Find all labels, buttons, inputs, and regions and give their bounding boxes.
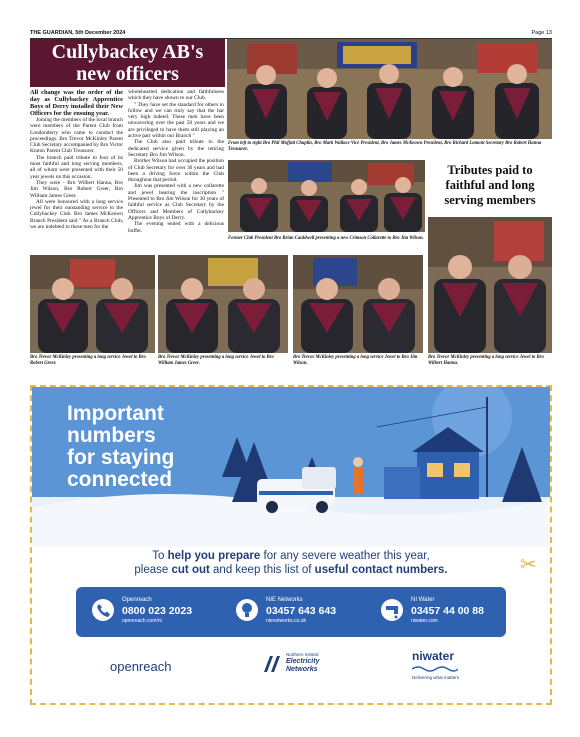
advert-text: for any severe weather this year, xyxy=(260,550,430,562)
headline-line-2: new officers xyxy=(76,63,179,85)
advert-text-bold: help you prepare xyxy=(167,550,261,562)
advert-text: please xyxy=(134,564,172,576)
article-paragraph: The evening ended with a delicious buffet. xyxy=(128,221,224,234)
page-number: Page 13 xyxy=(531,30,552,36)
contact-url: openreach.com/ni xyxy=(122,618,162,624)
article-paragraph: They were - Bro Wilbert Hanna, Bro Jim Wilson, Bro Robert Greer, Bro William James Greer. xyxy=(30,179,123,199)
tap-icon xyxy=(381,599,403,621)
water-wave-icon xyxy=(412,665,458,673)
advert-title-line: connected xyxy=(67,468,173,491)
advert-title-line: for staying xyxy=(67,446,175,469)
advert-title-line: Important xyxy=(67,402,164,425)
publication-date: THE GUARDIAN, 5th December 2024 xyxy=(30,30,126,36)
caption-collarette: Former Club President Bro Brian Cauldwell presenting a new Crimson Collarette to Bro Jim Wilson. xyxy=(228,236,424,241)
scissors-icon: ✂ xyxy=(520,552,537,576)
caption-officers: From left to right Bro Phil Moffatt Chaplin, Bro Mark Wallace Vice President, Bro James McKeown President, Bro Richard Lamont Secretary Bro Robert Hanna Treasurer. xyxy=(228,141,542,152)
advert-text-bold: cut out xyxy=(171,564,210,576)
article-paragraph: The Club also paid tribute to the dedicated service given by the retiring Secretary Bro Jim Wilson. xyxy=(128,139,224,158)
caption-robert-greer: Bro Trevor McKinley presenting a long service Jewel to Bro Robert Greer. xyxy=(30,355,146,366)
advert-text-line-1 xyxy=(32,550,550,562)
article-column-1 xyxy=(30,89,123,249)
article-paragraph: All were honoured with a long service jewel for their outstanding service to the Cullybackey Club. Bro James McKeown Branch President said " As a Branch Club, we are indebted to these men for the xyxy=(30,198,123,231)
article-paragraph: The branch paid tribute to four of its most faithful and long serving members, all of whom were presented with their 50 year jewels on this occasion. xyxy=(30,154,123,180)
jewel-photo-william-greer xyxy=(158,255,288,353)
advert-text-line-2 xyxy=(32,564,550,576)
advert-text-bold: useful contact numbers. xyxy=(314,564,448,576)
winter-scene-illustration xyxy=(32,387,550,547)
contact-url: nienetworks.co.uk xyxy=(266,618,307,624)
nie-logo-line: Electricity xyxy=(286,658,320,665)
advert-text: To xyxy=(152,550,168,562)
jewel-photo-jim-wilson xyxy=(293,255,423,353)
advert-text: and keep this list of xyxy=(209,564,315,576)
article-paragraph: " They have set the standard for others to follow and we can truly say that the bar very high indeed. These men have been unwavering over the past 50 years and we are privileged to have them still playing an active part within our Branch " xyxy=(128,101,224,140)
caption-wilbert-hanna: Bro Trevor McKinley presenting a long service Jewel to Bro Wilbert Hanna. xyxy=(428,355,544,366)
article-column-2 xyxy=(128,89,224,249)
contact-name: NI Water xyxy=(411,597,435,603)
lightbulb-icon xyxy=(236,599,258,621)
nie-logo-line: Networks xyxy=(286,666,318,673)
niwater-tagline: Delivering what matters xyxy=(412,675,460,680)
article-paragraph: Joining the members of the local branch were members of the Parent Club from Londonderry who came to conduct the proceedings. Bro Trevor McKinley Parent Club Secretary accompanied by Bro Victor Kinton Parent Club Treasurer. xyxy=(30,117,123,155)
tributes-heading: Tributes paid to faithful and long serving members xyxy=(444,163,536,207)
caption-william-greer: Bro Trevor McKinley presenting a long service Jewel to Bro William James Greer. xyxy=(158,355,274,366)
contact-number: 03457 643 643 xyxy=(266,605,337,617)
caption-jim-wilson: Bro Trevor McKinley presenting a long service Jewel to Bro Jim Wilson. xyxy=(293,355,418,366)
contact-number: 03457 44 00 88 xyxy=(411,605,484,617)
article-paragraph: wholehearted dedication and faithfulness which they have shown to our Club. xyxy=(128,89,224,102)
advert-title-line: numbers xyxy=(67,424,156,447)
headline-line-1: Cullybackey AB's xyxy=(51,41,204,63)
niwater-logo-text: niwater xyxy=(412,649,455,663)
contact-numbers-panel xyxy=(76,587,506,637)
contact-number: 0800 023 2023 xyxy=(122,605,193,617)
officers-group-photo xyxy=(227,39,552,139)
article-lead: All change was the order of the day as Cullybackey Apprentice Boys of Derry installed their New Officers for the ensuing year. xyxy=(30,89,123,117)
partner-logos xyxy=(32,649,550,689)
collarette-presentation-photo xyxy=(228,160,425,232)
advert-title xyxy=(67,403,267,491)
advert-important-numbers xyxy=(30,385,552,705)
jewel-photo-robert-greer xyxy=(30,255,155,353)
contact-url: niwater.com xyxy=(411,618,438,624)
nie-logo-small: Northern Ireland xyxy=(286,652,319,657)
article-paragraph: Brother Wilson had occupied the position of Club Secretary for over 30 years and had been a driving force within the Club throughout that period. xyxy=(128,158,224,184)
jewel-photo-wilbert-hanna xyxy=(428,217,552,353)
nie-mark-icon xyxy=(262,654,282,674)
article-paragraph: Jim was presented with a new collarette and jewel bearing the inscription " Presented to Bro Jim Wilson for 30 years of faithful service as Club Secretary by the Officers and Members of Cullybackey Apprentice Boys of Derry. xyxy=(128,183,224,221)
phone-icon xyxy=(92,599,114,621)
openreach-logo: openreach xyxy=(110,659,172,674)
contact-name: NIE Networks xyxy=(266,597,303,603)
article-headline xyxy=(30,39,225,87)
contact-name: Openreach xyxy=(122,597,152,603)
